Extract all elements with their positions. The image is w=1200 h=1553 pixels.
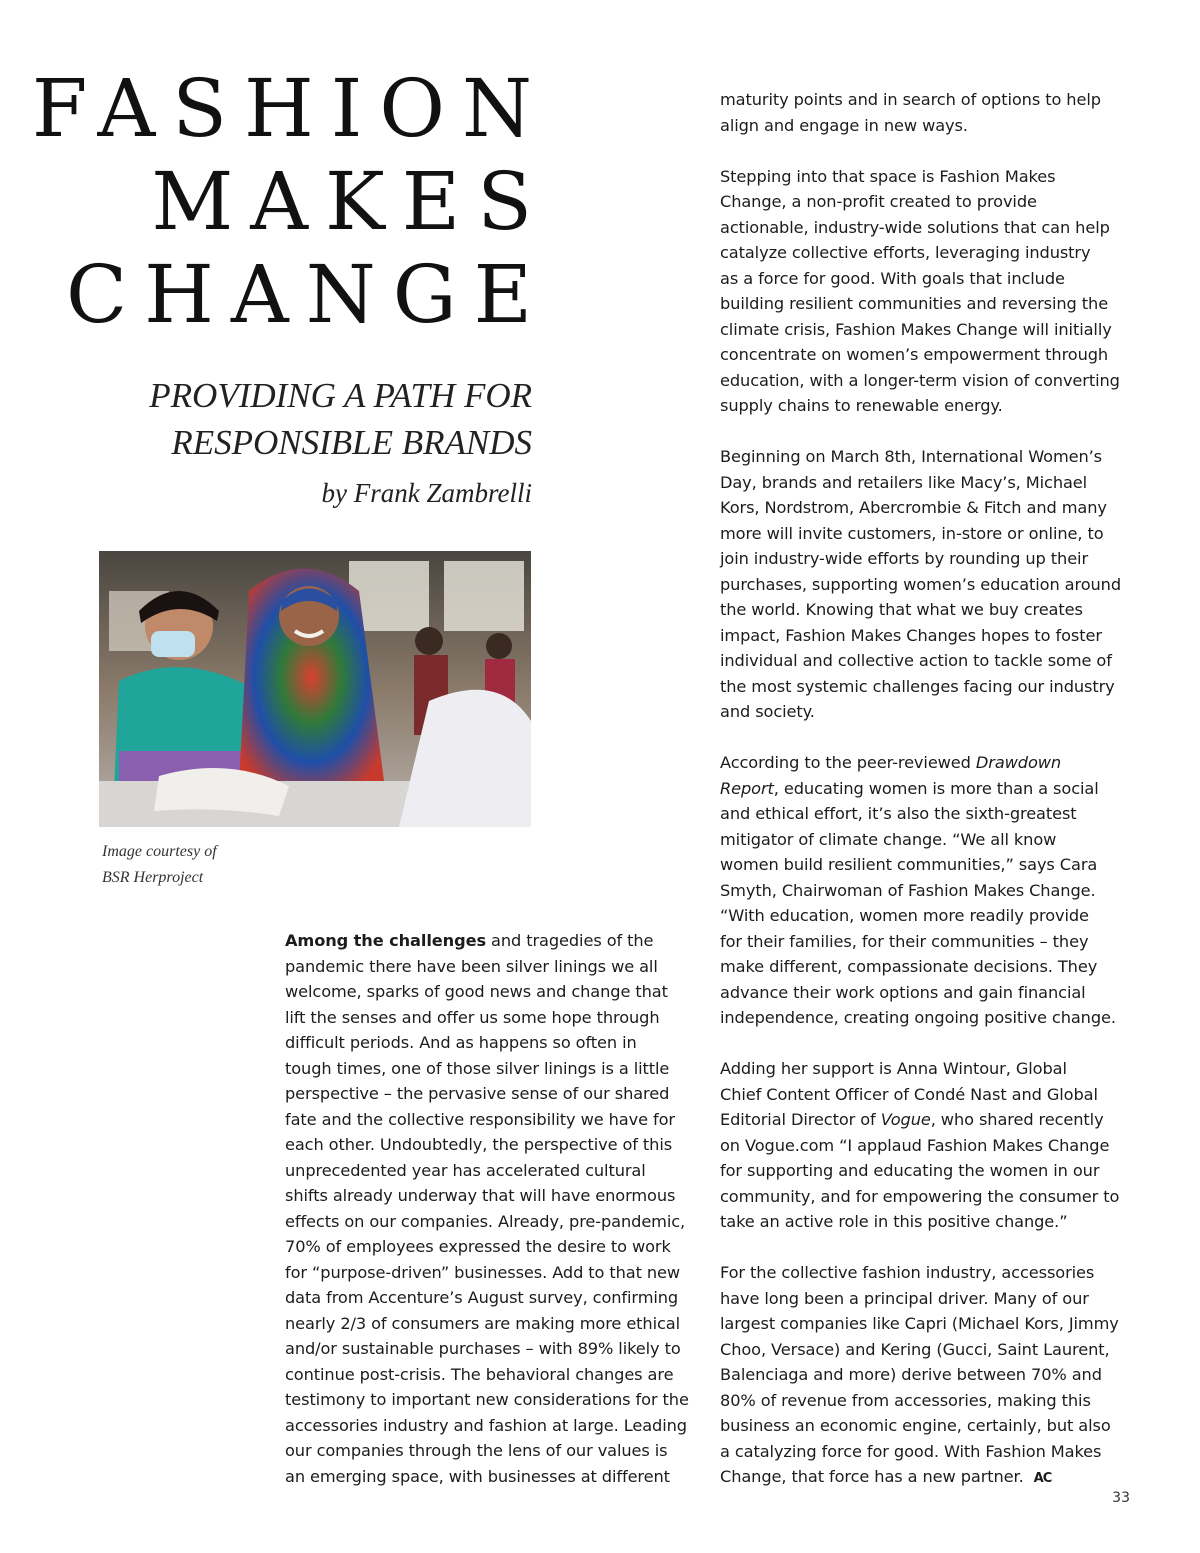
body-line	[720, 776, 1135, 802]
body-line: testimony to important new considerations for the	[285, 1390, 689, 1409]
title-line: CHANGE	[65, 248, 549, 341]
body-line: shifts already underway that will have enormous	[285, 1186, 676, 1205]
byline: by Frank Zambrelli	[321, 478, 532, 508]
subtitle-line: RESPONSIBLE BRANDS	[171, 423, 532, 462]
lead-bold: Among the challenges	[285, 931, 486, 950]
body-line: the most systemic challenges facing our industry	[720, 676, 1115, 696]
body-line: our companies through the lens of our values is	[285, 1441, 668, 1460]
body-line: accessories industry and fashion at large. Leading	[285, 1415, 687, 1435]
body-line: for supporting and educating the women in our	[720, 1161, 1100, 1180]
article-subtitle	[12, 372, 532, 466]
body-line: impact, Fashion Makes Changes hopes to foster	[720, 625, 1102, 645]
body-line: education, with a longer-term vision of converting	[720, 370, 1120, 390]
body-line: advance their work options and gain financial	[720, 982, 1086, 1002]
body-line: catalyze collective efforts, leveraging industry	[720, 243, 1091, 262]
body-line: purchases, supporting women’s education around	[720, 574, 1121, 594]
body-column-left	[285, 928, 695, 1489]
body-line: supply chains to renewable energy.	[720, 396, 1003, 415]
body-line: climate crisis, Fashion Makes Change will initially	[720, 319, 1112, 339]
title-line: FASHION	[31, 62, 549, 155]
body-line: Adding her support is Anna Wintour, Global	[720, 1059, 1067, 1078]
article-title	[12, 62, 549, 341]
body-line: make different, compassionate decisions. They	[720, 957, 1098, 976]
body-line: 80% of revenue from accessories, making this	[720, 1390, 1091, 1410]
body-line: maturity points and in search of options to help	[720, 90, 1101, 109]
body-line: Chief Content Officer of Condé Nast and Global	[720, 1084, 1098, 1104]
subtitle-line: PROVIDING A PATH FOR	[149, 376, 532, 415]
body-line: nearly 2/3 of consumers are making more ethical	[285, 1313, 680, 1333]
body-line: and/or sustainable purchases – with 89% likely to	[285, 1339, 681, 1358]
body-line: effects on our companies. Already, pre-pandemic,	[285, 1211, 686, 1231]
body-line: pandemic there have been silver linings we all	[285, 956, 658, 976]
body-line: a catalyzing force for good. With Fashion Makes	[720, 1441, 1102, 1461]
body-line: fate and the collective responsibility we have for	[285, 1109, 675, 1129]
lead-rest: and tragedies of the	[485, 931, 654, 950]
body-line: the world. Knowing that what we buy creates	[720, 600, 1083, 619]
body-line: take an active role in this positive change.”	[720, 1212, 1068, 1231]
body-line: difficult periods. And as happens so often in	[285, 1033, 637, 1052]
body-line: Choo, Versace) and Kering (Gucci, Saint Laurent,	[720, 1339, 1110, 1359]
body-line: and ethical effort, it’s also the sixth-greatest	[720, 804, 1077, 823]
body-line: 70% of employees expressed the desire to work	[285, 1237, 671, 1256]
body-line: have long been a principal driver. Many of our	[720, 1288, 1089, 1308]
body-column-right	[720, 87, 1135, 1492]
body-line: welcome, sparks of good news and change that	[285, 982, 668, 1001]
body-line: largest companies like Capri (Michael Kors, Jimmy	[720, 1314, 1119, 1333]
body-line: Balenciaga and more) derive between 70% and	[720, 1365, 1102, 1384]
body-line: for “purpose-driven” businesses. Add to that new	[285, 1262, 681, 1282]
body-line: concentrate on women’s empowerment through	[720, 345, 1109, 364]
photo-illustration	[99, 551, 531, 827]
body-line: Beginning on March 8th, International Women’s	[720, 447, 1103, 466]
body-line: “With education, women more readily provide	[720, 906, 1089, 925]
text-run: According to the peer-reviewed	[720, 753, 976, 772]
body-line: Stepping into that space is Fashion Makes	[720, 166, 1056, 186]
text-run: Change, that force has a new partner.	[720, 1467, 1024, 1486]
text-run: , educating women is more than a social	[773, 778, 1099, 798]
body-line: individual and collective action to tackle some of	[720, 651, 1112, 670]
text-run: , who shared recently	[930, 1110, 1104, 1129]
report-title: Report	[720, 778, 774, 798]
body-line: Kors, Nordstrom, Abercrombie & Fitch and many	[720, 498, 1107, 517]
article-photo	[99, 551, 531, 827]
photo-caption	[102, 839, 302, 891]
body-line: lift the senses and offer us some hope through	[285, 1007, 660, 1027]
body-line: For the collective fashion industry, accessories	[720, 1263, 1095, 1282]
body-line: Change, a non-profit created to provide	[720, 192, 1037, 211]
body-line	[720, 1107, 1135, 1133]
body-line: actionable, industry-wide solutions that can help	[720, 217, 1110, 237]
lead-line	[285, 928, 695, 954]
body-line: women build resilient communities,” says Cara	[720, 855, 1098, 874]
body-line: join industry-wide efforts by rounding up their	[720, 549, 1088, 568]
report-title: Drawdown	[975, 753, 1062, 772]
body-line: tough times, one of those silver linings is a little	[285, 1058, 670, 1078]
body-line: Smyth, Chairwoman of Fashion Makes Change.	[720, 880, 1096, 900]
body-line: more will invite customers, in-store or online, to	[720, 523, 1104, 543]
caption-line: BSR Herproject	[102, 869, 204, 886]
body-line: mitigator of climate change. “We all know	[720, 829, 1057, 849]
body-line: align and engage in new ways.	[720, 115, 968, 135]
body-line: perspective – the pervasive sense of our shared	[285, 1084, 670, 1103]
text-run: Editorial Director of	[720, 1110, 881, 1129]
title-line: MAKES	[151, 155, 549, 248]
body-line: for their families, for their communities – they	[720, 931, 1089, 951]
page-number: 33	[1112, 1490, 1130, 1506]
body-line: business an economic engine, certainly, but also	[720, 1416, 1111, 1435]
body-line: building resilient communities and reversing the	[720, 294, 1109, 313]
caption-line: Image courtesy of	[102, 843, 217, 860]
end-mark-logo: AC	[1033, 1471, 1052, 1486]
vogue-title: Vogue	[880, 1110, 931, 1129]
body-line: each other. Undoubtedly, the perspective of this	[285, 1135, 673, 1154]
body-line	[720, 1464, 1135, 1492]
body-line: data from Accenture’s August survey, confirming	[285, 1288, 679, 1307]
body-line: on Vogue.com “I applaud Fashion Makes Change	[720, 1135, 1110, 1155]
body-line	[720, 750, 1135, 776]
body-line: Day, brands and retailers like Macy’s, Michael	[720, 472, 1088, 492]
body-line: an emerging space, with businesses at different	[285, 1466, 670, 1486]
body-line: unprecedented year has accelerated cultural	[285, 1160, 646, 1180]
body-line: continue post-crisis. The behavioral changes are	[285, 1364, 674, 1384]
body-line: and society.	[720, 702, 815, 721]
body-line: independence, creating ongoing positive change.	[720, 1008, 1116, 1027]
body-line: as a force for good. With goals that include	[720, 268, 1065, 288]
body-line: community, and for empowering the consumer to	[720, 1186, 1120, 1206]
